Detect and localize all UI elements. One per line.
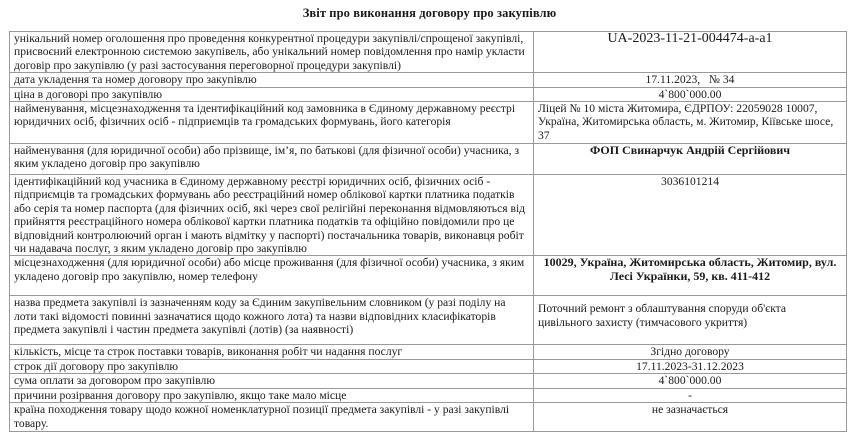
row-label: назва предмета закупівлі із зазначенням коду за Єдиним закупівельним словником (у разі поділу на лоти такі відомості повинні зазначатися щодо кожного лота) та назви відповідних класифікаторів предмета закупівлі і частин предмета закупівлі (лотів) (за наявності) [10,296,534,345]
participant-code-value: 3036101214 [534,175,847,256]
country-of-origin-value: не зазначається [534,403,847,432]
contract-date-number-value: 17.11.2023, № 34 [534,73,847,87]
report-title: Звіт про виконання договору про закупівлю [302,6,557,20]
table-row-termination-reasons [10,388,847,402]
row-label: країна походження товару щодо кожної номенклатурної позиції предмета закупівлі - у разі закупівлі товару. [10,403,534,432]
row-label: сума оплати за договором про закупівлю [10,374,534,388]
row-label: дата укладення та номер договору про закупівлю [10,73,534,87]
table-row-payment-amount [10,374,847,388]
customer-value: Ліцей № 10 міста Житомира, ЄДРПОУ: 22059028 10007, Україна, Житомирська область, м. Житомир, Кіївське шосе, 37 [534,102,847,144]
table-row-participant-code [10,175,847,256]
procurement-id-value: UA-2023-11-21-004474-a-a1 [534,32,847,73]
table-row-procurement-subject [10,296,847,345]
table-row-contract-term [10,359,847,373]
row-label: ідентифікаційний код учасника в Єдиному державному реєстрі юридичних осіб, фізичних осіб - підприємців та громадських формувань або реєстраційний номер облікової картки платника податків або серія та номер паспорта (для фізичних осіб, які через свої релігійні переконання відмовляються від прийняття реєстраційного номера облікової картки платника податків та офіційно повідомили про це відповідний контролюючий орган і мають відмітку у паспорті) постачальника товарів, виконавця робіт чи надавача послуг, з яким укладено договір про закупівлю [10,175,534,256]
contract-report-table [9,31,847,432]
termination-reasons-value: - [534,388,847,402]
row-label: місцезнаходження (для юридичної особи) або місце проживання (для фізичної особи) учасника, з яким укладено договір про закупівлю, номер телефону [10,256,534,296]
table-row-participant-name [10,144,847,175]
contract-price-value: 4`800`000.00 [534,87,847,101]
table-row-delivery-terms [10,345,847,359]
row-label: строк дії договору про закупівлю [10,359,534,373]
table-row-participant-address [10,256,847,296]
table-row-contract-date-number [10,73,847,87]
table-row-procurement-id [10,32,847,73]
table-row-contract-price [10,87,847,101]
row-label: найменування (для юридичної особи) або прізвище, ім’я, по батькові (для фізичної особи) учасника, з яким укладено договір про закупівлю [10,144,534,175]
table-row-customer [10,102,847,144]
payment-amount-value: 4`800`000.00 [534,374,847,388]
row-label: причини розірвання договору про закупівлю, якщо таке мало місце [10,388,534,402]
row-label: кількість, місце та строк поставки товарів, виконання робіт чи надання послуг [10,345,534,359]
procurement-subject-value: Поточний ремонт з облаштування споруди об'єкта цивільного захисту (тимчасового укриття) [534,296,847,345]
delivery-terms-value: Згідно договору [534,345,847,359]
row-label: ціна в договорі про закупівлю [10,87,534,101]
contract-term-value: 17.11.2023-31.12.2023 [534,359,847,373]
participant-address-value: 10029, Україна, Житомирська область, Житомир, вул. Лесі Українки, 59, кв. 411-412 [534,256,847,296]
row-label: найменування, місцезнаходження та ідентифікаційний код замовника в Єдиному державному реєстрі юридичних осіб, фізичних осіб - підприємців та громадських формувань, його категорія [10,102,534,144]
table-row-country-of-origin [10,403,847,432]
row-label: унікальний номер оголошення про проведення конкурентної процедури закупівлі/спрощеної закупівлі, присвоєний електронною системою закупівель, або унікальний номер повідомлення про намір укласти договір про закупівлю (у разі застосування переговорної процедури закупівлі) [10,32,534,73]
participant-name-value: ФОП Свинарчук Андрій Сергійович [534,144,847,175]
